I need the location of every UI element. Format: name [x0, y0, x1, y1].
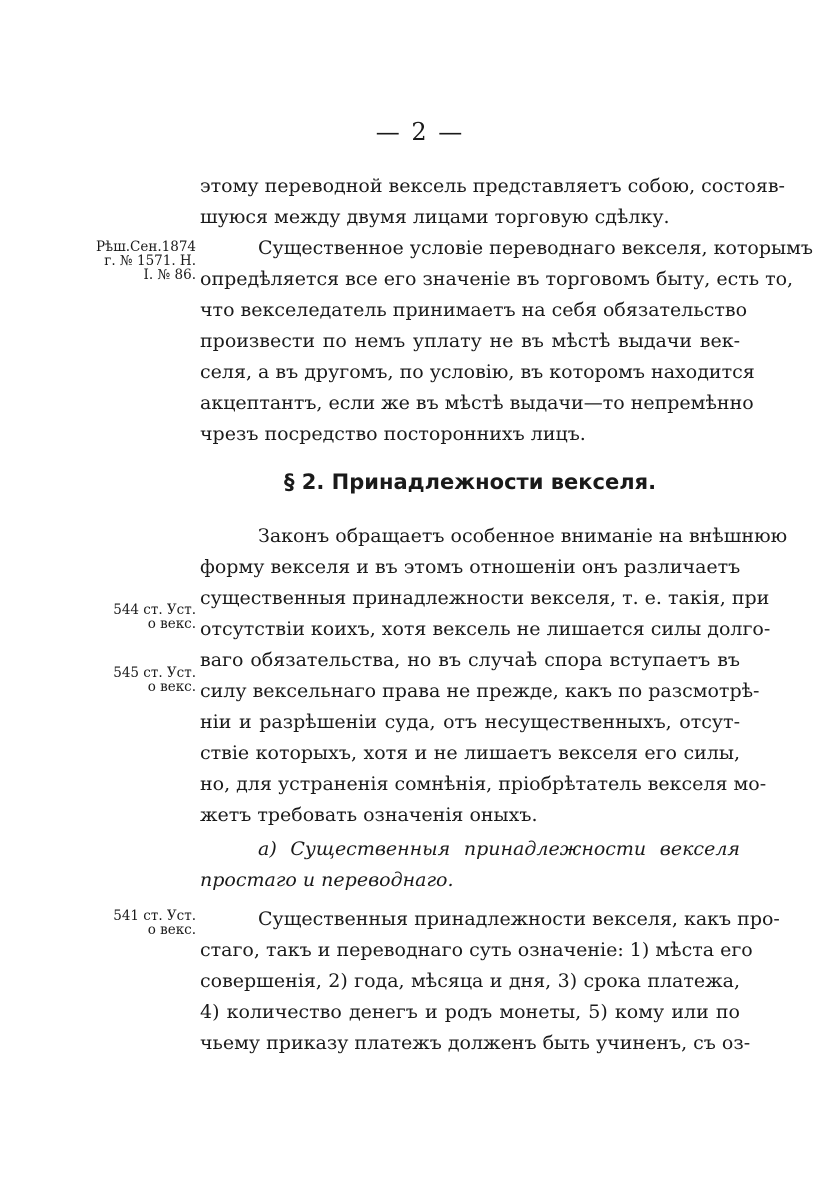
- body-line: этому переводной вексель представляетъ собою, состояв-: [200, 175, 785, 197]
- body-line: ніи и разрѣшеніи суда, отъ несущественныхъ, отсут-: [200, 711, 740, 733]
- subheading-line: а) Существенныя принадлежности векселя: [258, 838, 740, 860]
- margin-note-line: 544 ст. Уст.: [113, 602, 196, 618]
- body-line: шуюся между двумя лицами торговую сдѣлку.: [200, 206, 670, 228]
- margin-note-541: [113, 909, 196, 937]
- margin-note-line: Рѣш.Сен.1874: [95, 239, 196, 255]
- body-line: акцептантъ, если же въ мѣстѣ выдачи—то непремѣнно: [200, 392, 754, 414]
- body-line: но, для устраненія сомнѣнія, пріобрѣтатель векселя мо-: [200, 773, 767, 795]
- margin-note-line: о векс.: [147, 679, 196, 695]
- body-line: произвести по немъ уплату не въ мѣстѣ выдачи век-: [200, 330, 740, 352]
- body-line: отсутствіи коихъ, хотя вексель не лишается силы долго-: [200, 618, 771, 640]
- body-line: селя, а въ другомъ, по условію, въ которомъ находится: [200, 361, 755, 383]
- body-line: 4) количество денегъ и родъ монеты, 5) кому или по: [200, 1001, 740, 1023]
- margin-note-line: о векс.: [147, 922, 196, 938]
- margin-note-line: I. № 86.: [143, 267, 196, 283]
- body-line: Существенныя принадлежности векселя, какъ про-: [258, 908, 780, 930]
- section-heading: § 2. Принадлежности векселя.: [283, 470, 657, 494]
- body-line: Существенное условіе переводнаго векселя, которымъ: [258, 237, 813, 259]
- body-line: чрезъ посредство постороннихъ лицъ.: [200, 423, 586, 445]
- body-line: форму векселя и въ этомъ отношеніи онъ различаетъ: [200, 556, 741, 578]
- page-number: — 2 —: [375, 118, 465, 146]
- body-line: силу вексельнаго права не прежде, какъ по разсмотрѣ-: [200, 680, 760, 702]
- body-line: совершенія, 2) года, мѣсяца и дня, 3) срока платежа,: [200, 970, 740, 992]
- body-line: существенныя принадлежности векселя, т. е. такія, при: [200, 587, 770, 609]
- body-line: стаго, такъ и переводнаго суть означеніе: 1) мѣста его: [200, 939, 753, 961]
- body-line: ваго обязательства, но въ случаѣ спора вступаетъ въ: [200, 649, 740, 671]
- margin-note-line: о векс.: [147, 616, 196, 632]
- margin-note-544: [113, 603, 196, 631]
- subheading-line: простаго и переводнаго.: [200, 869, 454, 891]
- margin-note-545: [113, 666, 196, 694]
- body-line: что векселедатель принимаетъ на себя обязательство: [200, 299, 748, 321]
- margin-note-line: г. № 1571. Н.: [104, 253, 196, 269]
- margin-note-line: 545 ст. Уст.: [113, 665, 196, 681]
- body-line: чьему приказу платежъ долженъ быть учиненъ, съ оз-: [200, 1032, 751, 1054]
- body-line: опредѣляется все его значеніе въ торговомъ быту, есть то,: [200, 268, 794, 290]
- body-line: жетъ требовать означенія оныхъ.: [200, 804, 538, 826]
- margin-note-senate-decision: [96, 240, 196, 282]
- body-line: ствіе которыхъ, хотя и не лишаетъ векселя его силы,: [200, 742, 740, 764]
- body-line: Законъ обращаетъ особенное вниманіе на внѣшнюю: [258, 525, 788, 547]
- margin-note-line: 541 ст. Уст.: [113, 908, 196, 924]
